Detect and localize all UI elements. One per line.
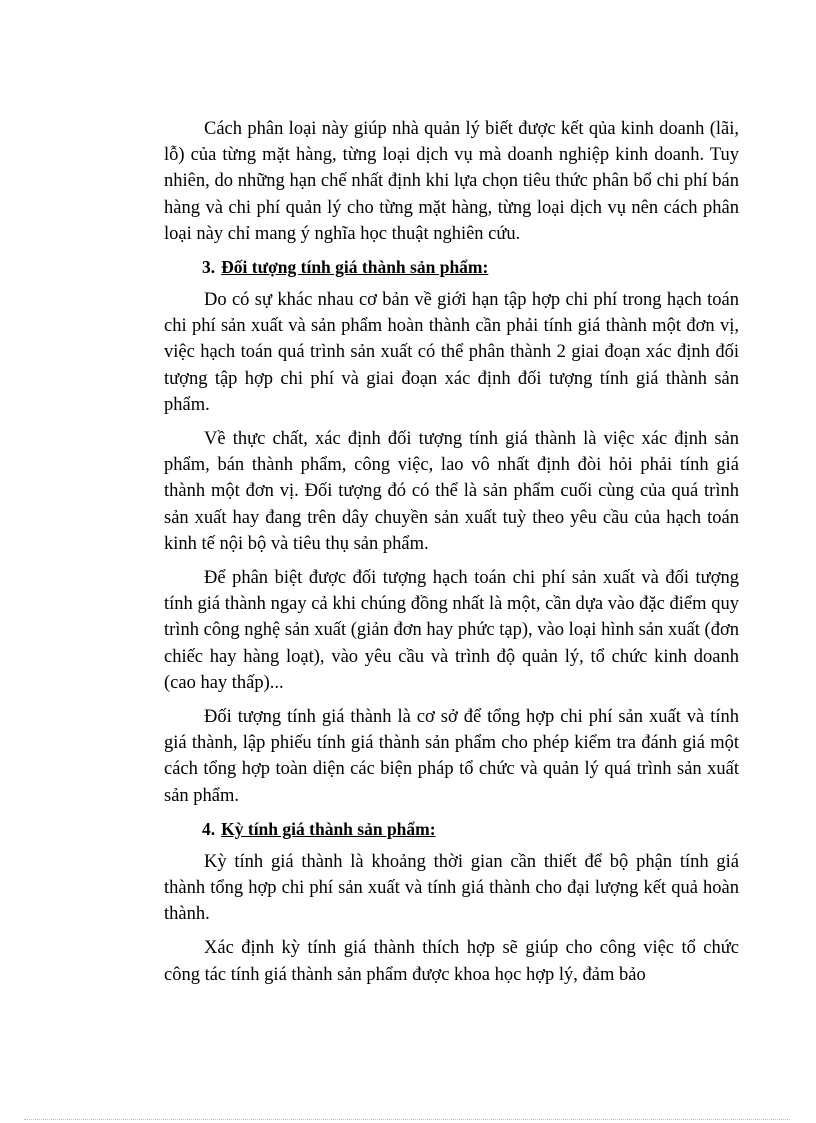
paragraph-period-definition: Kỳ tính giá thành là khoảng thời gian cần thiết để bộ phận tính giá thành tổng hợp chi phí sản xuất và tính giá thành cho đại lượng kết quả hoàn thành.	[164, 851, 739, 925]
section-number: 4.	[202, 818, 216, 839]
paragraph-distinguish-objects: Để phân biệt được đối tượng hạch toán chi phí sản xuất và đối tượng tính giá thành ngay cả khi chúng đồng nhất là một, cần dựa vào đặc điểm quy trình công nghệ sản xuất (giản đơn hay phức tạp), vào loại hình sản xuất (đơn chiếc hay hàng loạt), vào yêu cầu và trình độ quản lý, tổ chức kinh doanh (cao hay thấp)...	[164, 568, 739, 693]
page-footer-divider	[24, 1119, 790, 1120]
paragraph-cost-boundary: Do có sự khác nhau cơ bản về giới hạn tập hợp chi phí trong hạch toán chi phí sản xuất và sản phẩm hoàn thành cần phải tính giá thành một đơn vị, việc hạch toán quá trình sản xuất có thể phân thành 2 giai đoạn xác định đối tượng tập hợp chi phí và giai đoạn xác định đối tượng tính giá thành sản phẩm.	[164, 290, 739, 415]
paragraph-classification-meaning: Cách phân loại này giúp nhà quản lý biết được kết qủa kinh doanh (lãi, lỗ) của từng mặt hàng, từng loại dịch vụ mà doanh nghiệp kinh doanh. Tuy nhiên, do những hạn chế nhất định khi lựa chọn tiêu thức phân bổ chi phí bán hàng và chi phí quản lý cho từng mặt hàng, từng loại dịch vụ nên cách phân loại này chỉ mang ý nghĩa học thuật nghiên cứu.	[164, 119, 739, 244]
paragraph-object-essence: Về thực chất, xác định đối tượng tính giá thành là việc xác định sản phẩm, bán thành phẩm, công việc, lao vô nhất định đòi hỏi phải tính giá thành một đơn vị. Đối tượng đó có thể là sản phẩm cuối cùng của quá trình sản xuất hay đang trên dây chuyền sản xuất tuỳ theo yêu cầu của hạch toán kinh tế nội bộ và tiêu thụ sản phẩm.	[164, 429, 739, 554]
section-heading-3	[202, 255, 739, 279]
section-title: Đối tượng tính giá thành sản phẩm:	[221, 257, 489, 278]
paragraph-object-basis: Đối tượng tính giá thành là cơ sở để tổng hợp chi phí sản xuất và tính giá thành, lập phiếu tính giá thành sản phẩm cho phép kiểm tra đánh giá một cách tổng hợp toàn diện các biện pháp tổ chức và quản lý quá trình sản xuất sản phẩm.	[164, 707, 739, 806]
section-title: Kỳ tính giá thành sản phẩm:	[221, 818, 436, 839]
page-content	[164, 116, 739, 996]
section-heading-4	[202, 817, 739, 841]
section-number: 3.	[202, 257, 216, 278]
paragraph-period-determination: Xác định kỳ tính giá thành thích hợp sẽ giúp cho công việc tổ chức công tác tính giá thành sản phẩm được khoa học hợp lý, đảm bảo	[164, 938, 739, 985]
